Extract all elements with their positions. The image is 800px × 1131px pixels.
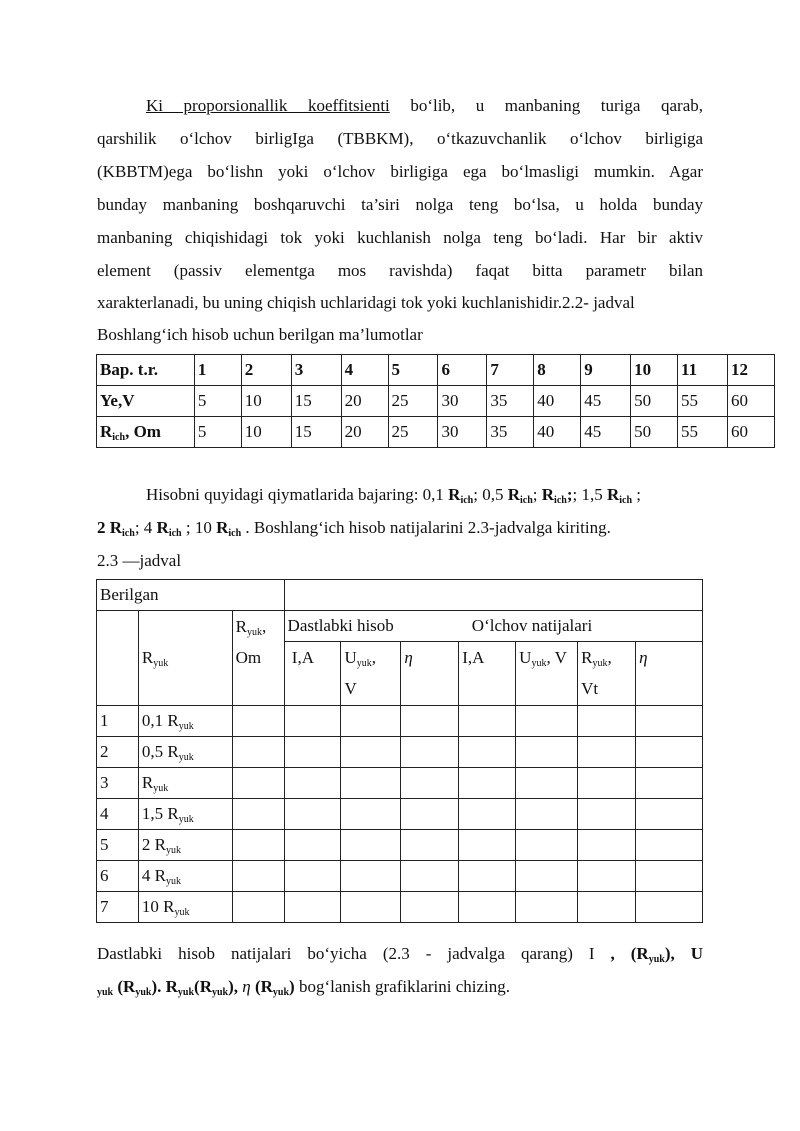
empty-cell <box>401 830 459 861</box>
row-load: 10 $R_{yuk}$ <box>138 892 232 923</box>
empty-cell <box>459 861 516 892</box>
empty-cell <box>232 706 284 737</box>
table-cell: 30 <box>438 386 487 417</box>
table-cell: 10 <box>241 386 291 417</box>
empty-cell <box>401 706 459 737</box>
meas-current-header: I,A <box>459 642 516 706</box>
para1-line-1: Ki proporsionallik koeffitsienti bo‘lib, u manbaning turiga qarab, <box>146 96 703 115</box>
table-cell: 55 <box>678 417 728 448</box>
empty-cell <box>636 799 703 830</box>
calc-current-header: I,A <box>284 642 341 706</box>
para3-line-1: Dastlabki hisob natijalari bo‘yicha (2.3 - jadvalga qarang) I , $(R_{yuk})$, U <box>97 944 704 965</box>
initial-data-table <box>96 354 775 448</box>
table-cell: 35 <box>487 417 534 448</box>
empty-cell <box>636 706 703 737</box>
empty-cell <box>636 892 703 923</box>
empty-cell <box>341 830 401 861</box>
empty-cell <box>341 706 401 737</box>
row-number: 4 <box>97 799 139 830</box>
empty-cell <box>284 768 341 799</box>
para1-line-5: manbaning chiqishidagi tok yoki kuchlanish nolga teng bo‘ladi. Har bir aktiv <box>97 228 703 247</box>
table-cell: 5 <box>194 386 241 417</box>
table2-caption: 2.3 —jadval <box>97 551 182 570</box>
table-cell: 35 <box>487 386 534 417</box>
empty-cell <box>284 830 341 861</box>
table1-col: 5 <box>388 355 438 386</box>
row-e-label: Ye,V <box>97 386 195 417</box>
empty-cell <box>341 799 401 830</box>
empty-cell <box>232 830 284 861</box>
table-cell: 50 <box>631 417 678 448</box>
para3-line-2: $_{yuk}$ $(R_{yuk})$. $R_{yuk}(R_{yuk})$, η $(R_{yuk})$ bog‘lanish grafiklarini chizing. <box>97 977 510 998</box>
empty-cell <box>516 861 578 892</box>
empty-cell <box>401 737 459 768</box>
empty-cell <box>232 892 284 923</box>
row-number: 1 <box>97 706 139 737</box>
table-cell: 60 <box>727 417 774 448</box>
empty-cell <box>232 737 284 768</box>
table-cell: 15 <box>291 417 341 448</box>
table-cell: 25 <box>388 386 438 417</box>
row-number: 5 <box>97 830 139 861</box>
empty-cell <box>341 892 401 923</box>
table1-header-row <box>97 355 775 386</box>
table1-col: 1 <box>194 355 241 386</box>
row-load: 1,5 $R_{yuk}$ <box>138 799 232 830</box>
para1-line-4: bunday manbaning boshqaruvchi ta’siri nolga teng bo‘lsa, u holda bunday <box>97 195 703 214</box>
calc-efficiency-header: η <box>401 642 459 706</box>
table-cell: 45 <box>581 386 631 417</box>
table1-col: 8 <box>534 355 581 386</box>
table2-berilgan-row <box>97 580 703 611</box>
ryuk-header: $R_{yuk}$ <box>138 611 232 706</box>
row-number: 3 <box>97 768 139 799</box>
row-number: 7 <box>97 892 139 923</box>
empty-cell <box>459 892 516 923</box>
table1-col: 4 <box>341 355 388 386</box>
table-cell: 40 <box>534 386 581 417</box>
para2-line-1: Hisobni quyidagi qiymatlarida bajaring: 0,1 $R_{ich}$; 0,5 $R_{ich}$; $R_{ich}$;; 1,5 $R_{ich}$ ; <box>146 485 642 506</box>
empty-cell <box>232 861 284 892</box>
ryuk-om-header: $R_{yuk}$, Om <box>232 611 284 706</box>
empty-cell <box>516 892 578 923</box>
table-cell: 45 <box>581 417 631 448</box>
table-row <box>97 768 703 799</box>
para1-line-3: (KBBTM)ega bo‘lishn yoki o‘lchov birligiga ega bo‘lmasligi mumkin. Agar <box>97 162 703 181</box>
table1-row-e <box>97 386 775 417</box>
empty-cell <box>578 706 636 737</box>
empty-cell <box>636 768 703 799</box>
empty-header <box>284 580 702 611</box>
table1-col: 6 <box>438 355 487 386</box>
row-load: 2 $R_{yuk}$ <box>138 830 232 861</box>
table-cell: 25 <box>388 417 438 448</box>
table1-col: 2 <box>241 355 291 386</box>
row-r-label: $R_{ich}$, Om <box>97 417 195 448</box>
empty-cell <box>341 861 401 892</box>
table1-row-r <box>97 417 775 448</box>
table-cell: 20 <box>341 386 388 417</box>
para1-line-2: qarshilik o‘lchov birligIga (TBBKM), o‘tkazuvchanlik o‘lchov birligiga <box>97 129 703 148</box>
empty-cell <box>516 737 578 768</box>
empty-cell <box>284 861 341 892</box>
table-cell: 55 <box>678 386 728 417</box>
empty-cell <box>401 892 459 923</box>
empty-cell <box>459 799 516 830</box>
empty-cell <box>459 706 516 737</box>
empty-cell <box>232 799 284 830</box>
para1-line-6: element (passiv elementga mos ravishda) faqat bitta parametr bilan <box>97 261 703 280</box>
empty-cell <box>401 861 459 892</box>
table-cell: 40 <box>534 417 581 448</box>
table-row <box>97 861 703 892</box>
empty-cell <box>578 799 636 830</box>
meas-voltage-header: $U_{yuk}$, V <box>516 642 578 706</box>
table-cell: 5 <box>194 417 241 448</box>
para1-line-7: xarakterlanadi, bu uning chiqish uchlaridagi tok yoki kuchlanishidir.2.2- jadval <box>97 293 635 312</box>
table-cell: 50 <box>631 386 678 417</box>
empty-cell <box>578 768 636 799</box>
empty-cell <box>516 799 578 830</box>
empty-cell <box>284 799 341 830</box>
row-load: 0,5 $R_{yuk}$ <box>138 737 232 768</box>
meas-efficiency-header: η <box>636 642 703 706</box>
table1-col: 12 <box>727 355 774 386</box>
row-number: 2 <box>97 737 139 768</box>
table1-col: 9 <box>581 355 631 386</box>
empty-cell <box>232 768 284 799</box>
results-table <box>96 579 703 923</box>
empty-cell <box>97 611 139 706</box>
table-row <box>97 737 703 768</box>
empty-cell <box>636 737 703 768</box>
table-row <box>97 830 703 861</box>
empty-cell <box>341 737 401 768</box>
empty-cell <box>516 768 578 799</box>
row-load: $R_{yuk}$ <box>138 768 232 799</box>
empty-cell <box>284 706 341 737</box>
row-load: 4 $R_{yuk}$ <box>138 861 232 892</box>
table-row <box>97 799 703 830</box>
empty-cell <box>401 768 459 799</box>
empty-cell <box>516 706 578 737</box>
table-row <box>97 892 703 923</box>
table1-caption: Boshlang‘ich hisob uchun berilgan ma’lumotlar <box>97 325 423 344</box>
empty-cell <box>578 892 636 923</box>
meas-resistance-header: $R_{yuk}$, Vt <box>578 642 636 706</box>
table-row <box>97 706 703 737</box>
empty-cell <box>578 737 636 768</box>
row-number: 6 <box>97 861 139 892</box>
empty-cell <box>459 737 516 768</box>
empty-cell <box>284 892 341 923</box>
table-cell: 20 <box>341 417 388 448</box>
para2-line-2: 2 $R_{ich}$; 4 $R_{ich}$ ; 10 $R_{ich}$ . Boshlang‘ich hisob natijalarini 2.3-jadvalga kiriting. <box>97 518 611 539</box>
table2-group-row <box>97 611 703 642</box>
berilgan-header: Berilgan <box>97 580 285 611</box>
empty-cell <box>578 830 636 861</box>
table-cell: 15 <box>291 386 341 417</box>
empty-cell <box>516 830 578 861</box>
coefficient-term: Ki proporsionallik koeffitsienti <box>146 96 390 115</box>
empty-cell <box>284 737 341 768</box>
table-cell: 10 <box>241 417 291 448</box>
row-load: 0,1 $R_{yuk}$ <box>138 706 232 737</box>
table1-header-label: Bap. t.r. <box>97 355 195 386</box>
empty-cell <box>459 830 516 861</box>
empty-cell <box>459 768 516 799</box>
table-cell: 30 <box>438 417 487 448</box>
empty-cell <box>636 830 703 861</box>
table1-col: 7 <box>487 355 534 386</box>
table1-col: 3 <box>291 355 341 386</box>
table1-col: 10 <box>631 355 678 386</box>
empty-cell <box>578 861 636 892</box>
calc-group-header: Dastlabki hisob O‘lchov natijalari <box>284 611 702 642</box>
empty-cell <box>341 768 401 799</box>
table-cell: 60 <box>727 386 774 417</box>
empty-cell <box>636 861 703 892</box>
calc-voltage-header: $U_{yuk}$, V <box>341 642 401 706</box>
empty-cell <box>401 799 459 830</box>
table1-col: 11 <box>678 355 728 386</box>
